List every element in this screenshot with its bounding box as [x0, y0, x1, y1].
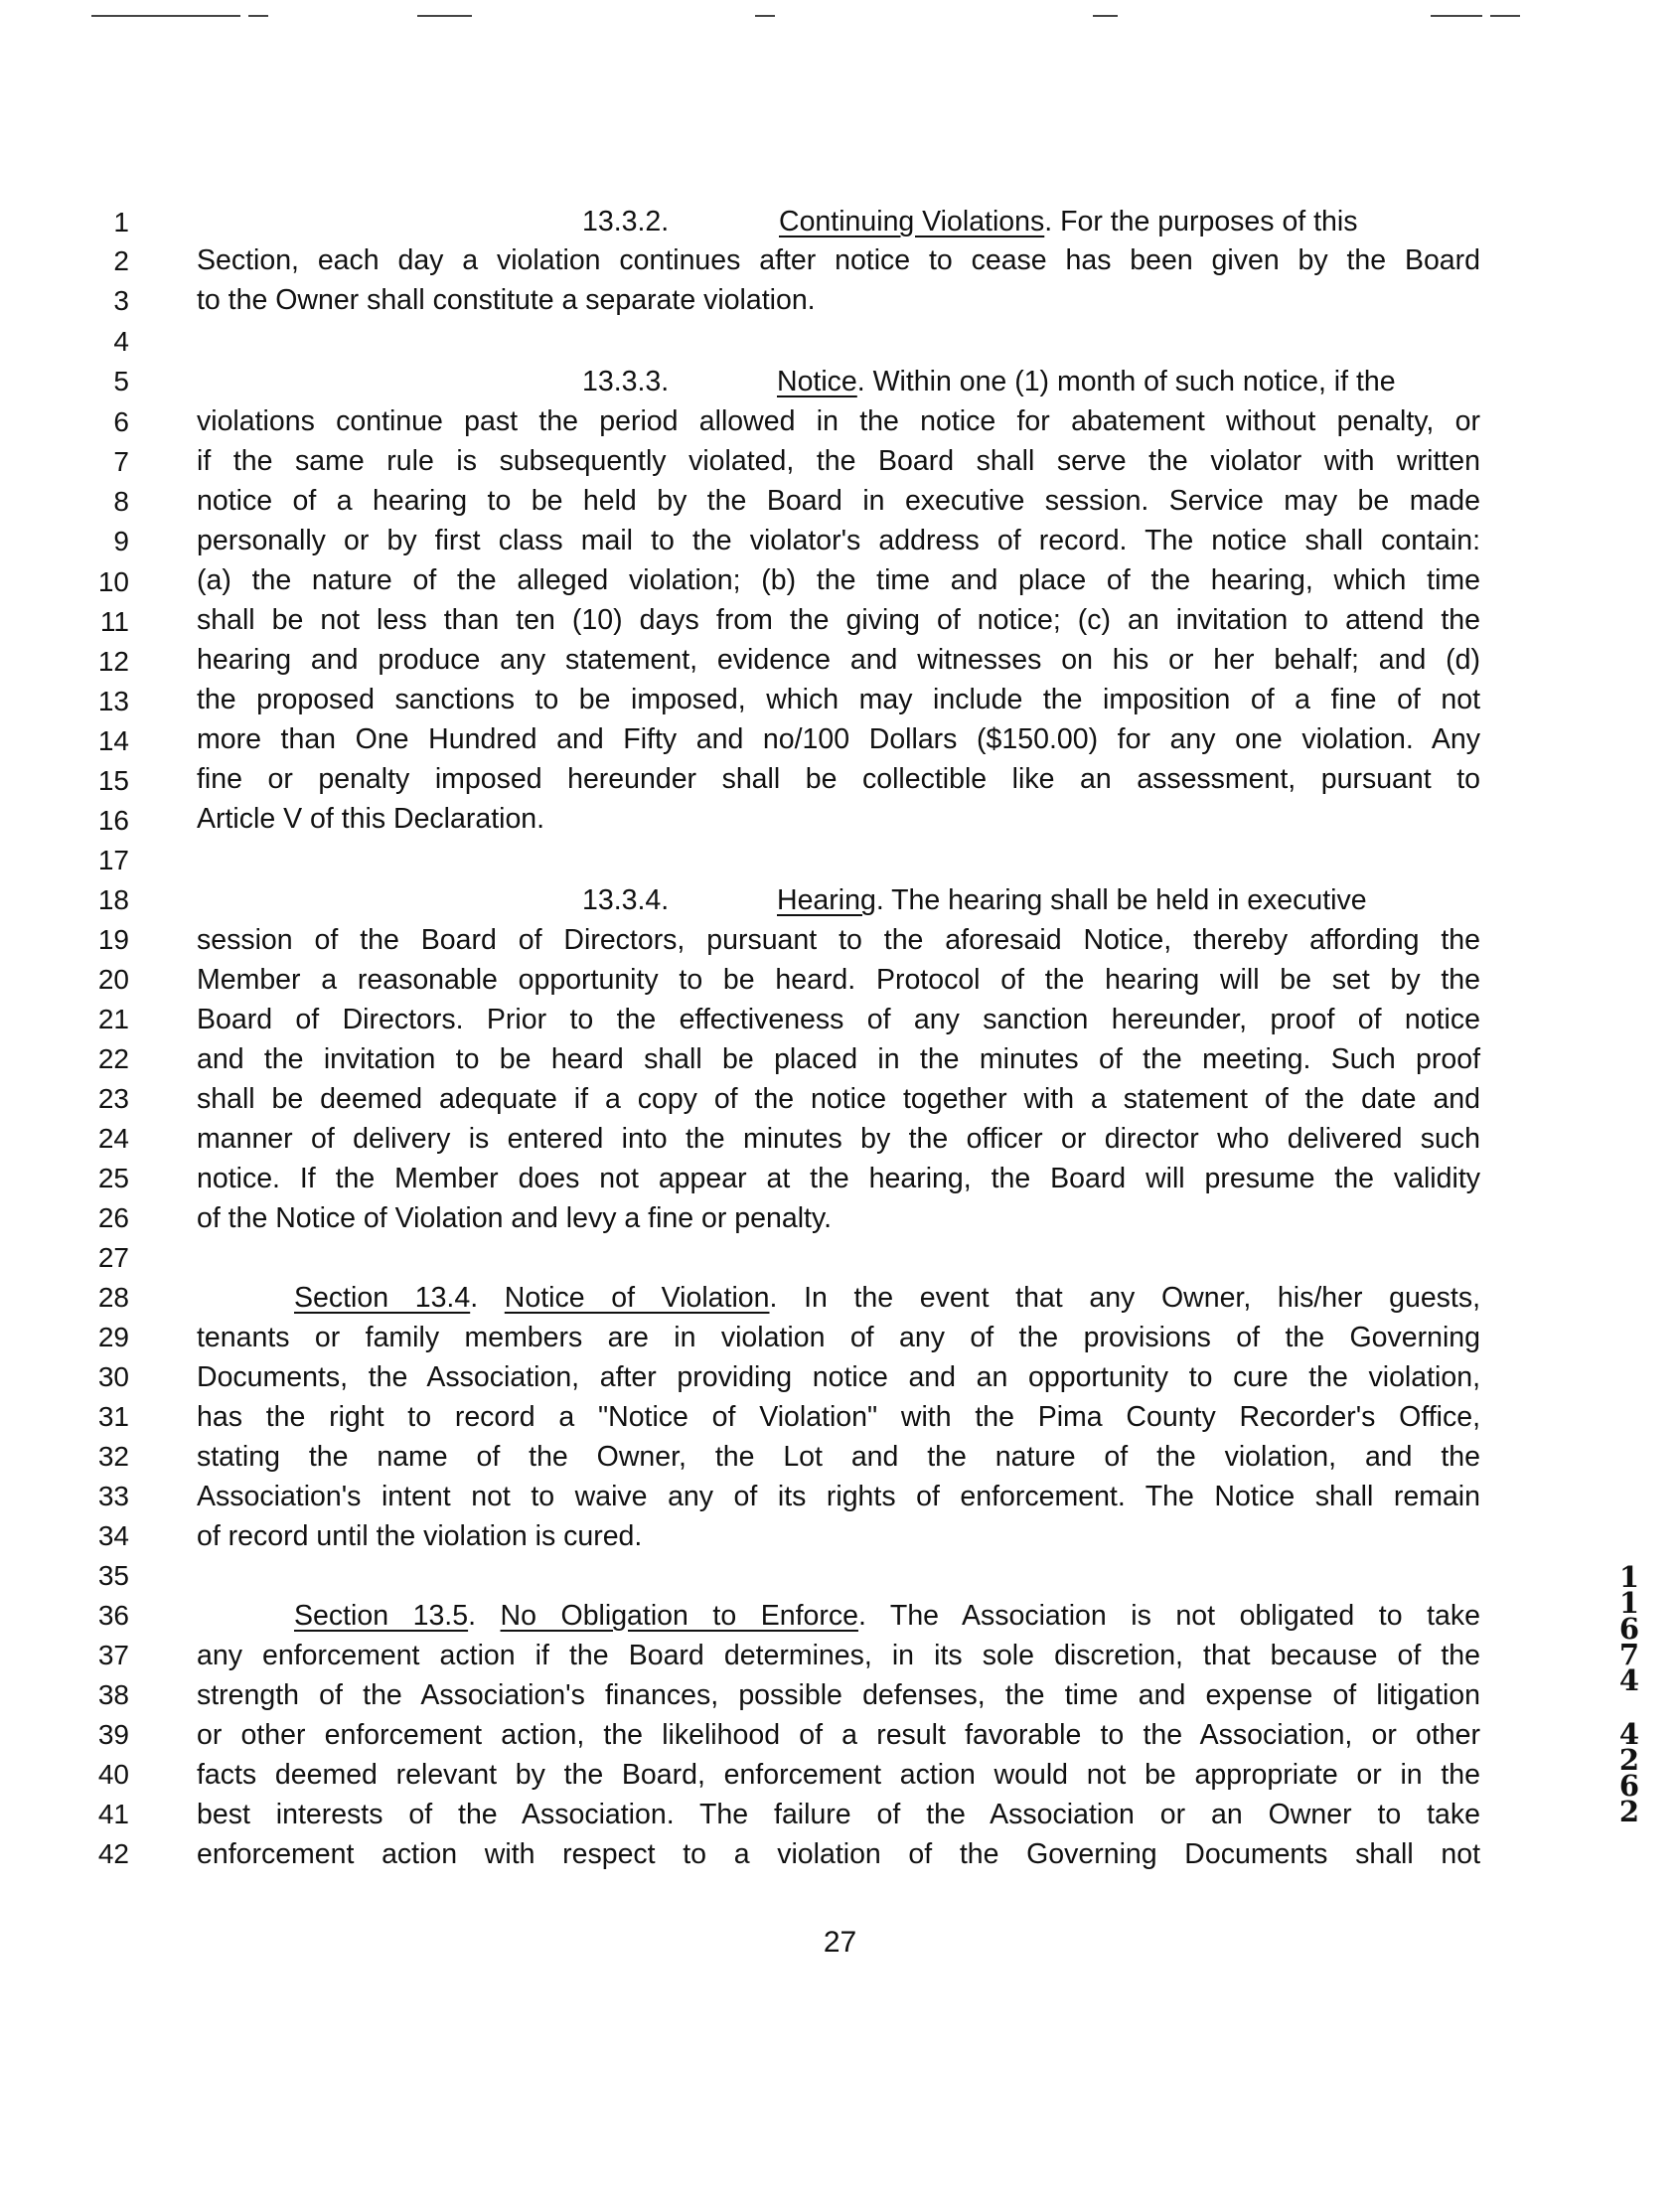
scan-artifact-line: [1431, 15, 1482, 17]
line-number: 11: [99, 606, 129, 637]
recording-digit: 6: [1618, 1769, 1640, 1803]
line-number: 36: [97, 1600, 129, 1631]
line-number: 32: [97, 1441, 129, 1472]
body-line: Member a reasonable opportunity to be heard. Protocol of the hearing will be set by the: [197, 964, 1480, 996]
subsection-number: 13.3.3.: [582, 366, 670, 397]
body-line: or other enforcement action, the likelihood of a result favorable to the Association, or other: [197, 1719, 1480, 1751]
line-number: 37: [97, 1640, 129, 1670]
body-line: Association's intent not to waive any of its rights of enforcement. The Notice shall remain: [197, 1481, 1480, 1512]
line-number: 9: [113, 526, 129, 556]
recording-number-stamp: [1615, 1560, 1643, 1828]
separator: .: [468, 1600, 501, 1632]
line-number: 17: [97, 845, 129, 875]
body-line: enforcement action with respect to a violation of the Governing Documents shall not: [197, 1838, 1480, 1870]
scan-artifact-line: [1093, 15, 1118, 17]
line-number: 7: [113, 446, 129, 477]
body-line: best interests of the Association. The failure of the Association or an Owner to take: [197, 1799, 1480, 1830]
subsection-heading-line: [777, 364, 1396, 399]
line-number: 2: [113, 245, 129, 276]
subsection-heading: Notice: [777, 366, 857, 397]
line-number: 30: [97, 1361, 129, 1392]
body-line: more than One Hundred and Fifty and no/100 Dollars ($150.00) for any one violation. Any: [197, 723, 1480, 755]
subsection-heading-line: [777, 882, 1367, 918]
line-number: 18: [97, 884, 129, 915]
body-line: stating the name of the Owner, the Lot and the nature of the violation, and the: [197, 1441, 1480, 1473]
body-line: facts deemed relevant by the Board, enforcement action would not be appropriate or in the: [197, 1759, 1480, 1791]
section-heading: No Obligation to Enforce: [500, 1600, 858, 1632]
line-number: 10: [97, 566, 129, 597]
line-number: 23: [97, 1083, 129, 1114]
body-text: . The hearing shall be held in executive: [875, 884, 1367, 916]
scan-artifact-line: [755, 15, 775, 17]
subsection-heading: Continuing Violations: [779, 206, 1045, 237]
line-number: 40: [97, 1759, 129, 1790]
line-number: 16: [97, 805, 129, 836]
line-number: 12: [97, 646, 129, 677]
line-number: 8: [113, 486, 129, 517]
body-line: shall be not less than ten (10) days from the giving of notice; (c) an invitation to attend the: [197, 604, 1480, 636]
recording-digit: 2: [1618, 1743, 1640, 1777]
recording-digit: 1: [1618, 1586, 1640, 1620]
recording-digit: 2: [1618, 1795, 1640, 1828]
line-number: 28: [97, 1282, 129, 1313]
body-line: strength of the Association's finances, possible defenses, the time and expense of litigation: [197, 1679, 1480, 1711]
body-text: . For the purposes of this: [1044, 206, 1358, 237]
line-number: 22: [97, 1043, 129, 1074]
line-number: 33: [97, 1481, 129, 1511]
body-line: hearing and produce any statement, evidence and witnesses on his or her behalf; and (d): [197, 644, 1480, 676]
subsection-number: 13.3.2.: [582, 206, 670, 237]
line-number: 31: [97, 1401, 129, 1432]
line-number: 42: [97, 1838, 129, 1869]
line-number: 26: [97, 1202, 129, 1233]
line-number: 14: [97, 725, 129, 756]
body-line: fine or penalty imposed hereunder shall be collectible like an assessment, pursuant to: [197, 763, 1480, 795]
line-number: 3: [113, 285, 129, 316]
body-line: notice of a hearing to be held by the Board in executive session. Service may be made: [197, 485, 1480, 517]
body-line: Section, each day a violation continues after notice to cease has been given by the Board: [197, 244, 1480, 276]
line-number: 25: [97, 1163, 129, 1193]
scan-artifact-line: [91, 15, 240, 17]
body-line: and the invitation to be heard shall be placed in the minutes of the meeting. Such proof: [197, 1043, 1480, 1075]
line-number: 6: [113, 406, 129, 437]
body-line: has the right to record a "Notice of Violation" with the Pima County Recorder's Office,: [197, 1401, 1480, 1433]
body-line: (a) the nature of the alleged violation; (b) the time and place of the hearing, which time: [197, 564, 1480, 596]
body-line: shall be deemed adequate if a copy of the notice together with a statement of the date and: [197, 1083, 1480, 1115]
section-label: Section 13.4: [294, 1282, 471, 1314]
line-number: 38: [97, 1679, 129, 1710]
recording-digit: 7: [1618, 1638, 1640, 1671]
section-heading-line: [294, 1280, 1480, 1316]
body-line: to the Owner shall constitute a separate violation.: [197, 284, 816, 316]
body-line: Article V of this Declaration.: [197, 803, 545, 835]
line-number: 39: [97, 1719, 129, 1750]
subsection-heading-line: [779, 204, 1358, 239]
line-number: 20: [97, 964, 129, 995]
recording-digit: 6: [1618, 1612, 1640, 1646]
body-line: the proposed sanctions to be imposed, which may include the imposition of a fine of not: [197, 684, 1480, 715]
section-heading: Notice of Violation: [504, 1282, 770, 1314]
section-heading-line: [294, 1598, 1480, 1634]
line-number: 24: [97, 1123, 129, 1154]
body-line: violations continue past the period allowed in the notice for abatement without penalty, or: [197, 405, 1480, 437]
body-line: Board of Directors. Prior to the effectiveness of any sanction hereunder, proof of notice: [197, 1004, 1480, 1035]
body-text: . Within one (1) month of such notice, if the: [856, 366, 1396, 397]
page-number: 27: [823, 1926, 857, 1959]
body-line: notice. If the Member does not appear at the hearing, the Board will presume the validity: [197, 1163, 1480, 1194]
line-number: 41: [97, 1799, 129, 1829]
body-line: any enforcement action if the Board determines, in its sole discretion, that because of the: [197, 1640, 1480, 1671]
line-number: 19: [97, 924, 129, 955]
recording-digit: 1: [1618, 1560, 1640, 1594]
line-number: 35: [97, 1560, 129, 1591]
body-text: . The Association is not obligated to take: [857, 1600, 1480, 1632]
body-line: tenants or family members are in violation of any of the provisions of the Governing: [197, 1322, 1480, 1353]
scan-artifact-line: [1490, 15, 1520, 17]
line-number: 21: [97, 1004, 129, 1034]
body-line: of the Notice of Violation and levy a fine or penalty.: [197, 1202, 833, 1234]
recording-digit: 4: [1618, 1663, 1640, 1697]
line-number: 13: [97, 686, 129, 716]
section-label: Section 13.5: [294, 1600, 469, 1632]
line-number: 15: [97, 765, 129, 796]
body-text: . In the event that any Owner, his/her guests,: [769, 1282, 1481, 1314]
body-line: if the same rule is subsequently violated, the Board shall serve the violator with written: [197, 445, 1480, 477]
line-number: 4: [113, 326, 129, 357]
line-number: 5: [113, 366, 129, 396]
body-line: session of the Board of Directors, pursuant to the aforesaid Notice, thereby affording the: [197, 924, 1480, 956]
line-number: 1: [113, 207, 129, 237]
scan-artifact-line: [417, 15, 472, 17]
separator: .: [470, 1282, 505, 1314]
line-number: 27: [97, 1242, 129, 1273]
subsection-heading: Hearing: [777, 884, 876, 916]
subsection-number: 13.3.4.: [582, 884, 670, 916]
line-number: 29: [97, 1322, 129, 1352]
body-line: of record until the violation is cured.: [197, 1520, 643, 1552]
line-number: 34: [97, 1520, 129, 1551]
body-line: Documents, the Association, after providing notice and an opportunity to cure the violation,: [197, 1361, 1480, 1393]
body-line: manner of delivery is entered into the minutes by the officer or director who delivered such: [197, 1123, 1480, 1155]
recording-digit: 4: [1618, 1717, 1640, 1751]
body-line: personally or by first class mail to the violator's address of record. The notice shall contain:: [197, 525, 1480, 556]
scan-artifact-line: [248, 15, 268, 17]
